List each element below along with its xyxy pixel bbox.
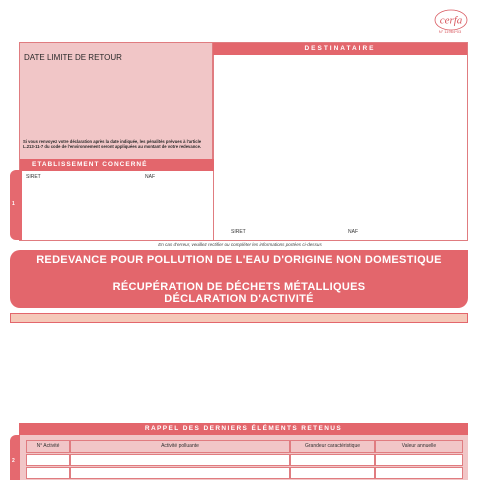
col-header-characteristic: Grandeur caractéristique	[290, 440, 375, 453]
correction-note: En cas d'erreur, veuillez rectifier ou compléter les informations portées ci-dessus	[158, 242, 322, 247]
cerfa-logo	[434, 9, 468, 31]
cell-characteristic[interactable]	[290, 467, 375, 479]
etablissement-siret-label: SIRET	[26, 174, 41, 180]
section-number-1: 1	[12, 201, 15, 207]
section-number-2: 2	[12, 458, 15, 464]
form-title-line2: RÉCUPÉRATION DE DÉCHETS MÉTALLIQUES	[112, 281, 366, 293]
etablissement-naf-label: NAF	[145, 174, 155, 180]
etablissement-header: ETABLISSEMENT CONCERNÉ	[20, 159, 214, 171]
cell-activity[interactable]	[70, 467, 290, 479]
logo-text: cerfa	[439, 14, 463, 27]
form-title-line1: REDEVANCE POUR POLLUTION DE L'EAU D'ORIGINE NON DOMESTIQUE	[36, 254, 442, 266]
cell-activity[interactable]	[70, 454, 290, 466]
destinataire-siret-label: SIRET	[231, 229, 246, 235]
form-title-line3: DÉCLARATION D'ACTIVITÉ	[164, 293, 314, 305]
destinataire-naf-label: NAF	[348, 229, 358, 235]
cell-activity-number[interactable]	[26, 467, 70, 479]
cell-annual-value[interactable]	[375, 467, 463, 479]
separator-bar	[10, 313, 468, 323]
cell-annual-value[interactable]	[375, 454, 463, 466]
destinataire-header: DESTINATAIRE	[213, 43, 467, 55]
cell-activity-number[interactable]	[26, 454, 70, 466]
rappel-header: RAPPEL DES DERNIERS ÉLÉMENTS RETENUS	[19, 423, 468, 435]
col-header-activity-number: N° Activité	[26, 440, 70, 453]
return-date-label: DATE LIMITE DE RETOUR	[24, 53, 122, 62]
late-penalty-warning: Si vous renvoyez votre déclaration après la date indiquée, les pénalités prévues à l'article L.213-11-7 du code de l'environnement seront appliquées au montant de votre redevance.	[23, 139, 202, 150]
cerfa-number: N° 11964*03	[438, 29, 462, 34]
block-divider	[213, 55, 214, 240]
cell-characteristic[interactable]	[290, 454, 375, 466]
col-header-activity: Activité polluante	[70, 440, 290, 453]
col-header-annual-value: Valeur annuelle	[375, 440, 463, 453]
